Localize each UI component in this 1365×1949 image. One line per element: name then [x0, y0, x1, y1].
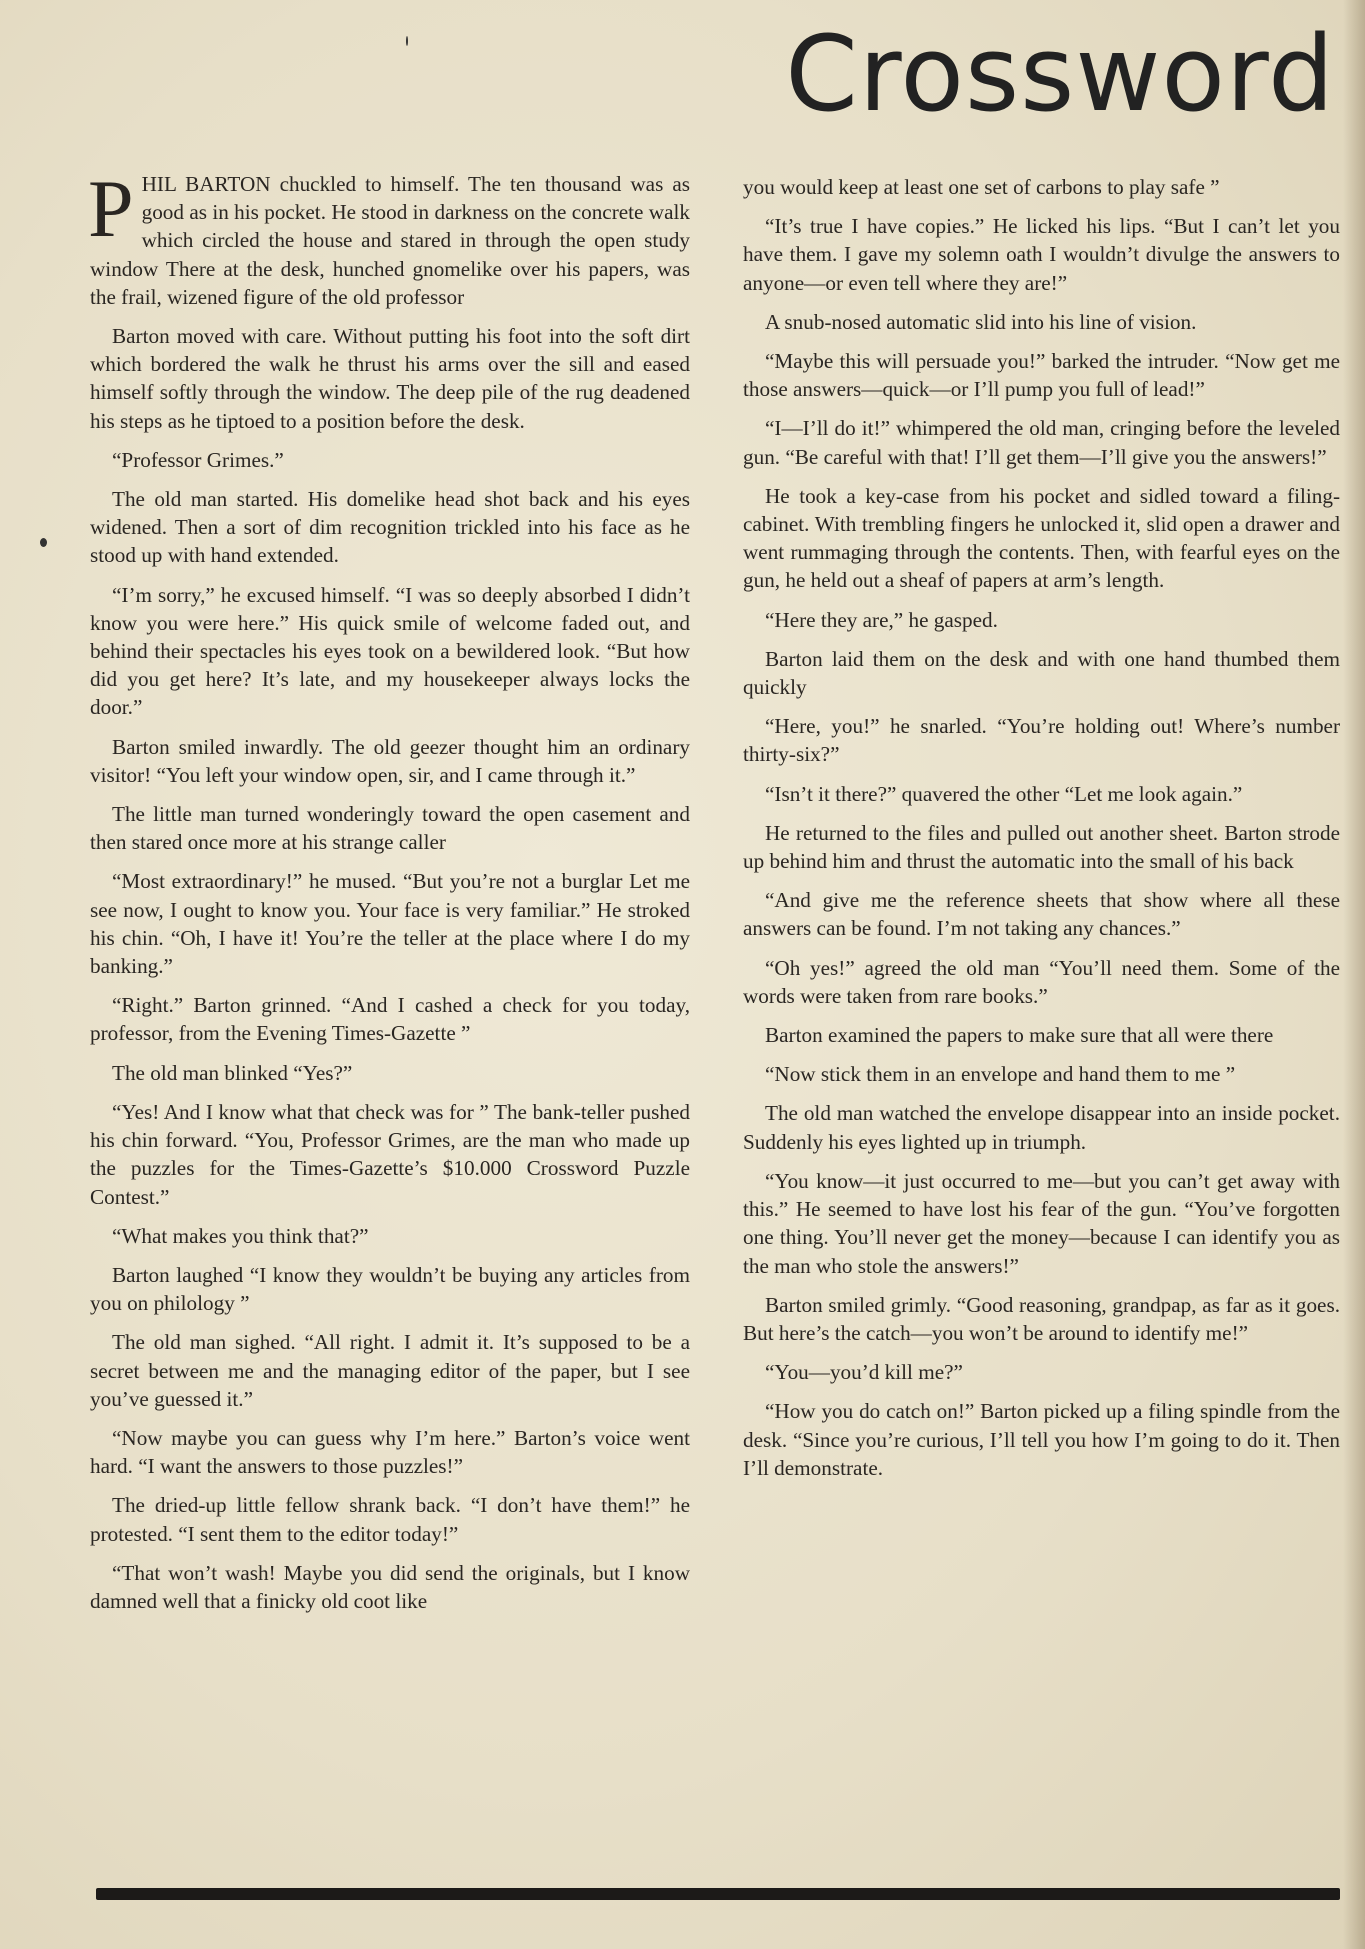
right-paragraph-8: “Here, you!” he snarled. “You’re holding out! Where’s number thirty-six?”	[743, 714, 1340, 767]
left-paragraph-15: The dried-up little fellow shrank back. “I don’t have them!” he protested. “I sent them to the editor today!”	[90, 1493, 690, 1546]
left-paragraph-3: The old man started. His domelike head shot back and his eyes widened. Then a sort of dim recognition trickled into his face as he stood up with hand extended.	[90, 487, 690, 568]
page-title: Crossword	[785, 13, 1335, 135]
left-paragraph-9: The old man blinked “Yes?”	[112, 1060, 353, 1085]
left-paragraph-14: “Now maybe you can guess why I’m here.” Barton’s voice went hard. “I want the answers to those puzzles!”	[90, 1425, 690, 1479]
right-continuation: you would keep at least one set of carbons to play safe ”	[743, 175, 1220, 199]
right-paragraph-17: Barton smiled grimly. “Good reasoning, grandpap, as far as it goes. But here’s the catch—you won’t be around to identify me!”	[743, 1292, 1340, 1345]
right-paragraph-2: A snub-nosed automatic slid into his line of vision.	[765, 309, 1197, 334]
left-column	[88, 163, 690, 1626]
opening-text: HIL BARTON chuckled to himself. The ten thousand was as good as in his pocket. He stood in darkness on the concrete walk which circled the house and stared in through the open study window There at the desk, hunched gnomelike over his papers, was the frail, wizened figure of the old professor	[90, 172, 690, 309]
right-paragraph-12: “Oh yes!” agreed the old man “You’ll need them. Some of the words were taken from rare books.”	[743, 955, 1340, 1008]
left-paragraph-4: “I’m sorry,” he excused himself. “I was so deeply absorbed I didn’t know you were here.” His quick smile of welcome faded out, and behind their spectacles his eyes took on a bewildered look. “But how did you get here? It’s late, and my housekeeper always locks the door.”	[90, 582, 690, 720]
left-paragraph-1: Barton moved with care. Without putting his foot into the soft dirt which bordered the walk he thrust his arms over the sill and eased himself softly through the window. The deep pile of the rug deadened his steps as he tiptoed to a position before the desk.	[90, 324, 690, 433]
page-edge-shadow	[1343, 0, 1365, 1949]
left-paragraph-12: Barton laughed “I know they wouldn’t be buying any articles from you on philology ”	[90, 1262, 690, 1316]
right-paragraph-11: “And give me the reference sheets that show where all these answers can be found. I’m not taking any chances.”	[743, 888, 1340, 941]
bottom-rule	[96, 1888, 1340, 1900]
right-paragraph-5: He took a key-case from his pocket and sidled toward a filing-cabinet. With trembling fingers he unlocked it, slid open a drawer and went rummaging through the contents. Then, with fearful eyes on the gun, he held out a sheaf of papers at arm’s length.	[743, 483, 1340, 593]
ink-speck	[406, 36, 408, 46]
right-paragraph-14: “Now stick them in an envelope and hand them to me ”	[765, 1062, 1236, 1087]
right-paragraph-19: “How you do catch on!” Barton picked up a filing spindle from the desk. “Since you’re curious, I’ll tell you how I’m going to do it. Then I’ll demonstrate.	[743, 1399, 1340, 1480]
right-paragraph-7: Barton laid them on the desk and with one hand thumbed them quickly	[743, 646, 1340, 700]
left-paragraph-6: The little man turned wonderingly toward the open casement and then stared once more at his strange caller	[90, 802, 690, 855]
right-paragraph-1: “It’s true I have copies.” He licked his lips. “But I can’t let you have them. I gave my solemn oath I wouldn’t divulge the answers to anyone—or even tell where they are!”	[743, 214, 1340, 295]
right-paragraph-6: “Here they are,” he gasped.	[765, 607, 998, 632]
left-paragraph-11: “What makes you think that?”	[112, 1223, 369, 1248]
right-column	[743, 173, 1340, 1493]
right-paragraph-16: “You know—it just occurred to me—but you can’t get away with this.” He seemed to have lost his fear of the gun. “You’ve forgotten one thing. You’ll never get the money—because I can identify you as the man who stole the answers!”	[743, 1168, 1340, 1278]
left-paragraph-16: “That won’t wash! Maybe you did send the originals, but I know damned well that a finicky old coot like	[90, 1560, 690, 1613]
right-paragraph-10: He returned to the files and pulled out another sheet. Barton strode up behind him and thrust the automatic into the small of his back	[743, 820, 1340, 874]
left-paragraph-8: “Right.” Barton grinned. “And I cashed a check for you today, professor, from the Evening Times-Gazette ”	[90, 993, 690, 1046]
right-paragraph-15: The old man watched the envelope disappear into an inside pocket. Suddenly his eyes lighted up in triumph.	[743, 1101, 1340, 1154]
right-paragraph-3: “Maybe this will persuade you!” barked the intruder. “Now get me those answers—quick—or I’ll pump you full of lead!”	[743, 349, 1340, 402]
left-paragraph-10: “Yes! And I know what that check was for ” The bank-teller pushed his chin forward. “You, Professor Grimes, are the man who made up the puzzles for the Times-Gazette’s $10.000 Crossword Puzzle Contest.”	[90, 1099, 690, 1209]
left-paragraph-13: The old man sighed. “All right. I admit it. It’s supposed to be a secret between me and the managing editor of the paper, but I see you’ve guessed it.”	[90, 1330, 690, 1411]
left-paragraph-5: Barton smiled inwardly. The old geezer thought him an ordinary visitor! “You left your window open, sir, and I came through it.”	[90, 734, 690, 787]
right-paragraph-9: “Isn’t it there?” quavered the other “Let me look again.”	[765, 781, 1243, 806]
drop-cap: P	[88, 163, 134, 254]
right-paragraph-13: Barton examined the papers to make sure that all were there	[765, 1023, 1274, 1048]
left-paragraph-7: “Most extraordinary!” he mused. “But you’re not a burglar Let me see now, I ought to know you. Your face is very familiar.” He stroked his chin. “Oh, I have it! You’re the teller at the place where I do my banking.”	[90, 869, 690, 979]
right-paragraph-4: “I—I’ll do it!” whimpered the old man, cringing before the leveled gun. “Be careful with that! I’ll get them—I’ll give you the answers!”	[743, 416, 1340, 469]
left-paragraph-2: “Professor Grimes.”	[112, 447, 284, 472]
opening-paragraph	[88, 163, 690, 311]
right-paragraph-18: “You—you’d kill me?”	[765, 1360, 963, 1385]
ink-speck	[40, 538, 47, 547]
